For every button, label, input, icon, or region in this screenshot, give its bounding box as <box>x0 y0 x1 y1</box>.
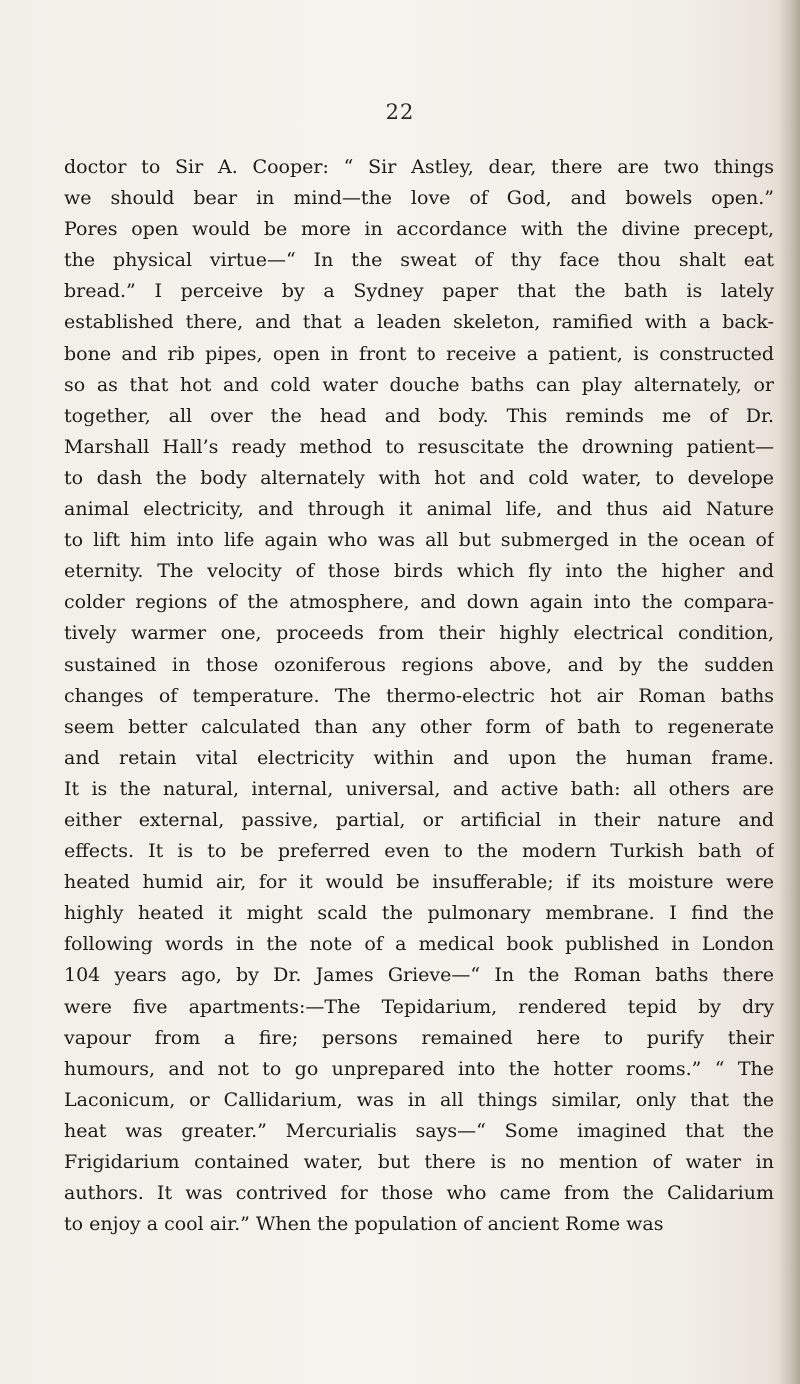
text-line: we should bear in mind—the love of God, and bowels open.” <box>64 187 774 210</box>
text-line: heat was greater.” Mercurialis says—“ Some imagined that the <box>64 1119 774 1142</box>
text-line: the physical virtue—“ In the sweat of thy face thou shalt eat <box>64 249 774 272</box>
text-line: and retain vital electricity within and upon the human frame. <box>64 746 774 769</box>
text-line: following words in the note of a medical book published in London <box>64 933 774 956</box>
text-line: to dash the body alternately with hot and cold water, to develope <box>64 466 774 489</box>
text-line: authors. It was contrived for those who came from the Calidarium <box>64 1182 774 1205</box>
text-line: Marshall Hall’s ready method to resuscitate the drowning patient— <box>64 435 774 458</box>
text-line: Frigidarium contained water, but there is no mention of water in <box>64 1151 774 1173</box>
text-line: heated humid air, for it would be insufferable; if its moisture were <box>64 871 774 894</box>
text-line: so as that hot and cold water douche baths can play alternately, or <box>64 373 774 396</box>
text-line: highly heated it might scald the pulmonary membrane. I find the <box>64 902 774 925</box>
text-line: Pores open would be more in accordance with the divine precept, <box>64 218 774 241</box>
body-text <box>64 152 774 1240</box>
text-line: doctor to Sir A. Cooper: “ Sir Astley, dear, there are two things <box>64 156 774 178</box>
text-line: It is the natural, internal, universal, and active bath: all others are <box>64 777 774 800</box>
text-line: humours, and not to go unprepared into the hotter rooms.” “ The <box>64 1057 774 1080</box>
text-line: effects. It is to be preferred even to the modern Turkish bath of <box>64 840 774 863</box>
text-line: vapour from a fire; persons remained here to purify their <box>64 1026 774 1049</box>
text-line: either external, passive, partial, or artificial in their nature and <box>64 808 774 831</box>
text-line: bone and rib pipes, open in front to receive a patient, is constructed <box>64 342 774 365</box>
text-line: were five apartments:—The Tepidarium, rendered tepid by dry <box>64 995 774 1018</box>
text-line: established there, and that a leaden skeleton, ramified with a back- <box>64 311 774 334</box>
text-line: changes of temperature. The thermo-electric hot air Roman baths <box>64 684 774 707</box>
text-line: colder regions of the atmosphere, and down again into the compara- <box>64 591 774 614</box>
text-line: eternity. The velocity of those birds which fly into the higher and <box>64 560 774 583</box>
binding-shadow <box>778 0 800 1384</box>
text-line: animal electricity, and through it animal life, and thus aid Nature <box>64 498 774 521</box>
page-number: 22 <box>385 100 415 124</box>
text-line: seem better calculated than any other form of bath to regenerate <box>64 715 774 738</box>
text-line: to enjoy a cool air.” When the population of ancient Rome was <box>64 1213 664 1236</box>
text-line: 104 years ago, by Dr. James Grieve—“ In the Roman baths there <box>64 964 774 987</box>
text-line: sustained in those ozoniferous regions above, and by the sudden <box>64 653 774 676</box>
text-line: together, all over the head and body. This reminds me of Dr. <box>64 404 774 427</box>
text-line: Laconicum, or Callidarium, was in all things similar, only that the <box>64 1088 774 1111</box>
text-line: tively warmer one, proceeds from their highly electrical condition, <box>64 622 774 645</box>
text-line: to lift him into life again who was all but submerged in the ocean of <box>64 529 774 552</box>
text-line: bread.” I perceive by a Sydney paper that the bath is lately <box>64 280 774 303</box>
